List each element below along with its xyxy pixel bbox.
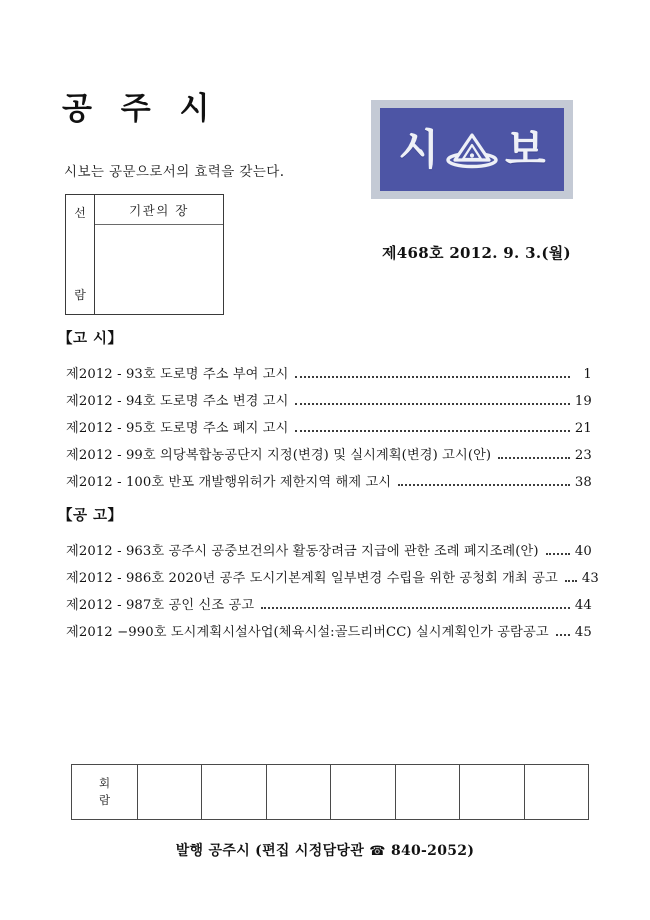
circulation-label-bottom: 람	[98, 793, 111, 807]
footer	[0, 840, 650, 860]
circulation-table	[71, 764, 589, 820]
toc-page-number: 23	[574, 447, 592, 463]
circulation-cell[interactable]	[267, 765, 331, 819]
section-gonggo	[58, 504, 600, 641]
circulation-cell[interactable]	[396, 765, 460, 819]
approval-signature-cell[interactable]	[95, 225, 223, 314]
toc-page-number: 1	[583, 366, 592, 382]
circulation-cell[interactable]	[525, 765, 588, 819]
toc-title: 제2012 - 100호 반포 개발행위허가 제한지역 해제 고시	[66, 474, 392, 490]
toc-title: 제2012 - 99호 의당복합농공단지 지정(변경) 및 실시계획(변경) 고시(안)	[66, 447, 492, 463]
issue-date-line: 제468호 2012. 9. 3.(월)	[382, 244, 571, 262]
toc-title: 제2012 −990호 도시계획시설사업(체육시설:골드리버CC) 실시계획인가 공람공고	[66, 624, 549, 640]
toc-title: 제2012 - 93호 도로명 주소 부여 고시	[66, 366, 289, 382]
list-item[interactable]	[58, 437, 592, 464]
toc-page-number: 38	[574, 474, 592, 490]
circulation-label-top: 회	[98, 776, 111, 791]
logo-char-si: 시	[398, 124, 439, 174]
toc-title: 제2012 - 94호 도로명 주소 변경 고시	[66, 393, 289, 409]
toc-page-number: 45	[574, 624, 592, 640]
footer-phone: 840-2052)	[390, 843, 475, 859]
circulation-label-cell	[72, 765, 138, 819]
list-item[interactable]	[58, 410, 592, 437]
page-title: 공 주 시	[62, 91, 219, 127]
masthead-subtitle: 시보는 공문으로서의 효력을 갖는다.	[64, 164, 285, 180]
approval-label-top: 선	[74, 206, 86, 220]
toc-leader	[556, 631, 570, 636]
toc-title: 제2012 - 987호 공인 신조 공고	[66, 597, 255, 613]
circulation-cell[interactable]	[460, 765, 524, 819]
toc-page-number: 40	[574, 543, 592, 559]
circulation-cell[interactable]	[331, 765, 395, 819]
toc-page-number: 21	[574, 420, 592, 436]
logo-field	[380, 108, 564, 191]
toc-leader	[565, 577, 577, 582]
approval-label-cell	[66, 195, 95, 314]
toc-title: 제2012 - 986호 2020년 공주 도시기본계획 일부변경 수립을 위한 공청회 개최 공고	[66, 570, 558, 586]
toc-title: 제2012 - 963호 공주시 공중보건의사 활동장려금 지급에 관한 조례 폐지조례(안)	[66, 543, 539, 559]
toc-list-gonggo	[58, 533, 600, 641]
toc-title: 제2012 - 95호 도로명 주소 폐지 고시	[66, 420, 289, 436]
approval-header-cell: 기관의 장	[95, 195, 223, 225]
toc-page-number: 44	[574, 597, 592, 613]
footer-publisher: 발행 공주시 (편집 시정담당관	[175, 843, 365, 859]
list-item[interactable]	[58, 383, 592, 410]
toc-leader	[295, 373, 570, 378]
list-item[interactable]	[58, 464, 592, 491]
toc-list-gosi	[58, 356, 592, 491]
circulation-cell[interactable]	[138, 765, 202, 819]
toc-leader	[295, 400, 569, 405]
sibo-logo	[371, 100, 573, 199]
section-header: 【공 고】	[58, 507, 123, 524]
toc-leader	[261, 604, 570, 609]
toc-leader	[398, 481, 570, 486]
telephone-icon: ☎	[369, 844, 386, 859]
circulation-cell[interactable]	[202, 765, 266, 819]
toc-leader	[546, 550, 570, 555]
toc-page-number: 19	[574, 393, 592, 409]
mountain-emblem-icon	[445, 129, 499, 171]
list-item[interactable]	[58, 587, 592, 614]
section-gosi	[58, 327, 592, 491]
toc-leader	[498, 454, 570, 459]
list-item[interactable]	[58, 614, 592, 641]
list-item[interactable]	[58, 533, 592, 560]
section-header: 【고 시】	[58, 330, 123, 347]
list-item[interactable]	[58, 560, 600, 587]
logo-char-bo: 보	[505, 124, 546, 174]
approval-table	[65, 194, 224, 315]
list-item[interactable]	[58, 356, 592, 383]
approval-label-bottom: 람	[74, 288, 86, 302]
toc-page-number: 43	[581, 570, 600, 586]
toc-leader	[295, 427, 569, 432]
